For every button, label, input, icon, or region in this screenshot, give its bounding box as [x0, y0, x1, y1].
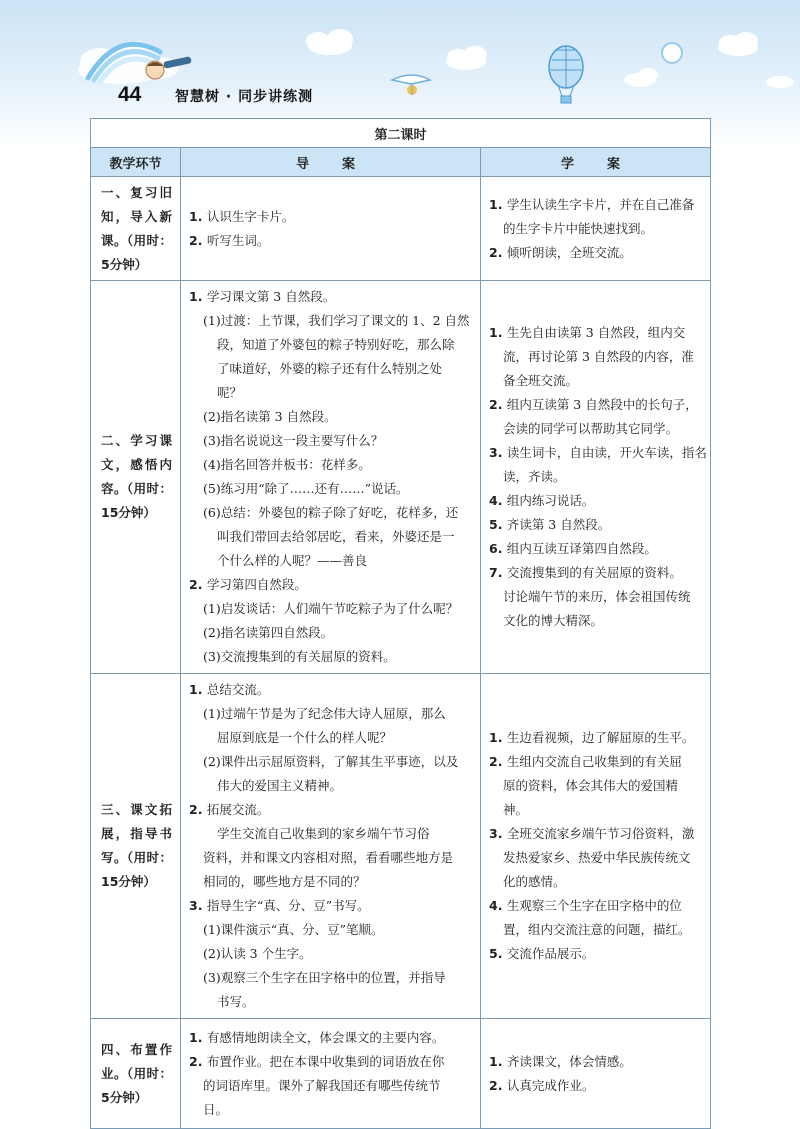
item-text: 文化的博大精深。 [503, 613, 604, 628]
text-line [489, 846, 702, 870]
item-number: 1. [489, 730, 507, 745]
item-text: 认真完成作业。 [506, 1077, 595, 1093]
text-line [189, 1098, 472, 1122]
text-line [189, 822, 472, 846]
item-text: 组内互读第 3 自然段中的长句子， [506, 397, 698, 412]
item-text: 的生字卡片中能快速找到。 [503, 220, 654, 236]
item-text: 交流作品展示。 [506, 946, 595, 961]
item-text: 学习课文第 3 自然段。 [206, 289, 336, 304]
text-line [189, 309, 472, 333]
text-line [489, 774, 702, 798]
text-line [189, 229, 472, 253]
study-cell [481, 281, 711, 674]
item-text: 交流搜集到的有关屈原的资料。 [506, 565, 682, 580]
text-line [189, 357, 472, 381]
item-text: 生边看视频，边了解屈原的生平。 [506, 730, 695, 745]
item-text: (2)认读 3 个生字。 [203, 946, 312, 961]
text-line [489, 217, 702, 241]
item-number: 4. [489, 898, 507, 913]
item-text: 日。 [203, 1101, 229, 1117]
item-text: 齐读第 3 自然段。 [506, 517, 611, 532]
text-line [189, 750, 472, 774]
item-text: (6)总结：外婆包的粽子除了好吃，花样多，还 [203, 505, 459, 520]
text-line [489, 441, 707, 465]
item-number: 1. [489, 325, 507, 340]
item-text: 呢？ [217, 385, 243, 400]
item-text: 书写。 [217, 994, 255, 1009]
stage-cell: 四、布置作业。（用时：5分钟） [91, 1019, 181, 1129]
text-line [189, 381, 472, 405]
text-line [189, 894, 472, 918]
item-number: 7. [489, 565, 507, 580]
text-line [189, 501, 472, 525]
table-body [91, 177, 711, 1129]
text-line [189, 990, 472, 1014]
item-text: (2)指名读第四自然段。 [203, 625, 334, 640]
text-line [189, 477, 472, 501]
text-line [189, 1026, 472, 1050]
item-text: 学生认读生字卡片，并在自己准备 [506, 196, 695, 212]
item-text: (1)过端午节是为了纪念伟大诗人屈原，那么 [203, 706, 446, 721]
item-text: 置，组内交流注意的问题，描红。 [503, 922, 691, 937]
item-text: 齐读课文，体会情感。 [506, 1053, 632, 1069]
item-text: 神。 [503, 802, 529, 817]
item-text: (3)指名说说这一段主要写什么？ [203, 433, 384, 448]
sun-icon [662, 43, 682, 63]
text-line [489, 417, 702, 441]
item-text: 生先自由读第 3 自然段，组内交 [506, 325, 686, 340]
item-text: 流，再讨论第 3 自然段的内容，准 [503, 349, 694, 364]
text-line [489, 609, 702, 633]
item-text: 学生交流自己收集到的家乡端午节习俗 [217, 826, 430, 841]
text-line [489, 894, 702, 918]
item-number: 2. [489, 754, 507, 769]
item-text: 伟大的爱国主义精神。 [217, 778, 343, 793]
item-number: 1. [189, 289, 207, 304]
table-row [91, 1019, 711, 1129]
item-number: 1. [189, 1029, 207, 1045]
text-line [489, 537, 702, 561]
text-line [489, 193, 702, 217]
text-line [489, 513, 702, 537]
text-line [489, 798, 702, 822]
item-text: 的词语库里。课外了解我国还有哪些传统节 [203, 1077, 441, 1093]
item-text: 发热爱家乡、热爱中华民族传统文 [503, 850, 691, 865]
item-text: 资料，并和课文内容相对照，看看哪些地方是 [203, 850, 454, 865]
table-row [91, 281, 711, 674]
item-text: (3)观察三个生字在田字格中的位置，并指导 [203, 970, 446, 985]
text-line [189, 678, 472, 702]
item-number: 5. [489, 517, 507, 532]
item-text: 段，知道了外婆包的粽子特别好吃，那么除 [217, 337, 455, 352]
stage-cell: 三、课文拓展，指导书写。（用时：15分钟） [91, 674, 181, 1019]
item-text: (1)启发谈话：人们端午节吃粽子为了什么呢？ [203, 601, 459, 616]
item-number: 1. [189, 208, 207, 224]
text-line [189, 726, 472, 750]
item-text: 生观察三个生字在田字格中的位 [506, 898, 682, 913]
study-cell [481, 177, 711, 281]
text-line [189, 405, 472, 429]
item-text: 组内互读互译第四自然段。 [506, 541, 657, 556]
text-line [489, 822, 702, 846]
item-number: 1. [489, 196, 507, 212]
text-line [489, 942, 702, 966]
text-line [189, 429, 472, 453]
column-header-guide: 导 案 [181, 148, 481, 177]
item-number: 5. [489, 946, 507, 961]
text-line [189, 621, 472, 645]
table-row [91, 674, 711, 1019]
item-text: (5)练习用“除了……还有……”说话。 [203, 481, 409, 496]
item-text: 读，齐读。 [503, 469, 566, 484]
text-line [189, 597, 472, 621]
item-text: 布置作业。把在本课中收集到的词语放在你 [206, 1053, 445, 1069]
item-text: 会读的同学可以帮助其它同学。 [503, 421, 679, 436]
text-line [189, 774, 472, 798]
text-line [489, 918, 702, 942]
study-cell [481, 674, 711, 1019]
text-line [189, 1074, 472, 1098]
text-line [189, 918, 472, 942]
hot-air-balloon-icon [549, 46, 583, 103]
item-text: 总结交流。 [206, 682, 270, 697]
item-number: 2. [489, 1077, 507, 1093]
item-text: 全班交流家乡端午节习俗资料，激 [506, 826, 695, 841]
item-text: (2)指名读第 3 自然段。 [203, 409, 337, 424]
item-text: 相同的，哪些地方是不同的？ [203, 874, 366, 889]
text-line [189, 702, 472, 726]
text-line [489, 585, 702, 609]
text-line [489, 345, 702, 369]
item-text: 倾听朗读，全班交流。 [506, 244, 632, 260]
text-line [489, 465, 702, 489]
item-text: 屈原到底是一个什么的样人呢？ [217, 730, 393, 745]
text-line [189, 870, 472, 894]
item-text: (2)课件出示屈原资料，了解其生平事迹，以及 [203, 754, 459, 769]
text-line [489, 321, 702, 345]
item-text: 读生词卡，自由读，开火车读，指名 [506, 445, 707, 460]
item-text: 备全班交流。 [503, 373, 579, 388]
item-text: 了味道好，外婆的粽子还有什么特别之处 [217, 361, 443, 376]
text-line [189, 453, 472, 477]
text-line [489, 726, 702, 750]
item-text: (1)过渡：上节课，我们学习了课文的 1、2 自然 [203, 313, 470, 328]
item-text: 有感情地朗读全文，体会课文的主要内容。 [206, 1029, 445, 1045]
text-line [189, 966, 472, 990]
item-number: 2. [189, 1053, 207, 1069]
study-cell [481, 1019, 711, 1129]
text-line [189, 798, 472, 822]
text-line [489, 561, 702, 585]
lesson-plan-table [90, 118, 711, 1129]
item-text: (1)课件演示“真、分、豆”笔顺。 [203, 922, 384, 937]
item-number: 3. [489, 826, 507, 841]
item-text: (3)交流搜集到的有关屈原的资料。 [203, 649, 396, 664]
guide-cell [181, 177, 481, 281]
item-number: 2. [489, 244, 507, 260]
text-line [489, 870, 702, 894]
item-text: 拓展交流。 [206, 802, 270, 817]
item-text: 认识生字卡片。 [206, 208, 295, 224]
item-text: 学习第四自然段。 [206, 577, 307, 592]
item-number: 6. [489, 541, 507, 556]
item-number: 2. [189, 232, 207, 248]
column-header-study: 学 案 [481, 148, 711, 177]
item-number: 1. [489, 1053, 507, 1069]
stage-cell: 二、学习课文，感悟内容。（用时：15分钟） [91, 281, 181, 674]
text-line [189, 645, 472, 669]
text-line [489, 489, 702, 513]
item-text: 组内练习说话。 [506, 493, 595, 508]
text-line [189, 525, 472, 549]
text-line [489, 1050, 702, 1074]
text-line [489, 750, 702, 774]
text-line [489, 393, 702, 417]
item-text: 个什么样的人呢？——善良 [217, 553, 368, 568]
text-line [489, 369, 702, 393]
item-text: 原的资料，体会其伟大的爱国精 [503, 778, 679, 793]
column-header-stage: 教学环节 [91, 148, 181, 177]
stage-cell: 一、复习旧知，导入新课。（用时：5分钟） [91, 177, 181, 281]
item-text: 指导生字“真、分、豆”书写。 [206, 898, 370, 913]
item-text: 听写生词。 [206, 232, 270, 248]
item-number: 4. [489, 493, 507, 508]
text-line [189, 1050, 472, 1074]
item-text: 讨论端午节的来历，体会祖国传统 [503, 589, 691, 604]
item-number: 2. [189, 802, 207, 817]
text-line [489, 1074, 702, 1098]
item-number: 1. [189, 682, 207, 697]
text-line [489, 241, 702, 265]
item-number: 2. [489, 397, 507, 412]
table-row [91, 177, 711, 281]
book-title: 智慧树 · 同步讲练测 [175, 89, 314, 105]
text-line [189, 205, 472, 229]
text-line [189, 333, 472, 357]
item-number: 3. [189, 898, 207, 913]
text-line [189, 285, 472, 309]
text-line [189, 573, 472, 597]
item-number: 2. [189, 577, 207, 592]
item-number: 3. [489, 445, 507, 460]
guide-cell [181, 281, 481, 674]
table-caption: 第二课时 [91, 119, 711, 148]
text-line [189, 942, 472, 966]
guide-cell [181, 674, 481, 1019]
text-line [189, 846, 472, 870]
page-number: 44 [118, 83, 142, 106]
item-text: 化的感情。 [503, 874, 566, 889]
item-text: 叫我们带回去给邻居吃，看来，外婆还是一 [217, 529, 455, 544]
hang-glider-icon [392, 75, 430, 95]
item-text: (4)指名回答并板书：花样多。 [203, 457, 371, 472]
guide-cell [181, 1019, 481, 1129]
item-text: 生组内交流自己收集到的有关屈 [506, 754, 682, 769]
text-line [189, 549, 472, 573]
